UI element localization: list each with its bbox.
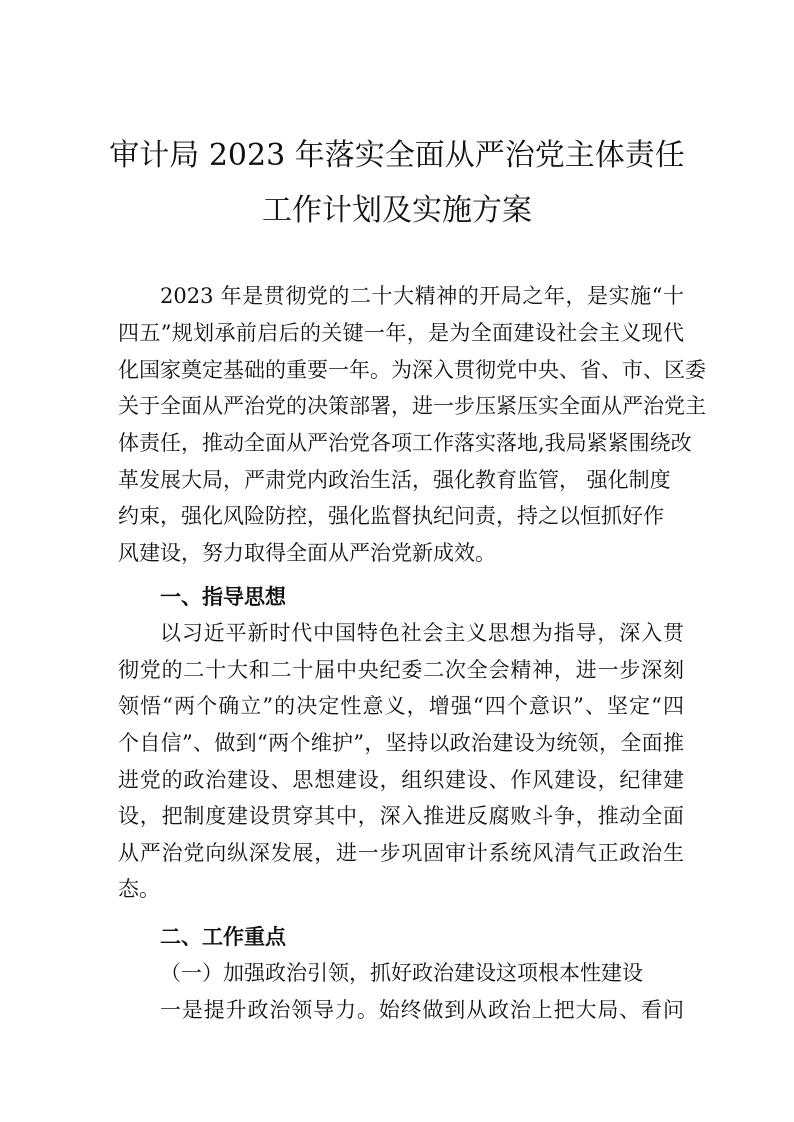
intro-line: 四五”规划承前启后的关键一年，是为全面建设社会主义现代	[118, 321, 684, 345]
intro-line: 革发展大局，严肃党内政治生活，强化教育监管， 强化制度	[118, 468, 671, 492]
paragraph-line: 设，把制度建设贯穿其中，深入推进反腐败斗争，推动全面	[118, 804, 684, 828]
section-heading-guiding-ideology: 一、指导思想	[160, 585, 286, 609]
intro-line: 化国家奠定基础的重要一年。为深入贯彻党中央、省、市、区委	[118, 358, 706, 382]
intro-line: 关于全面从严治党的决策部署，进一步压紧压实全面从严治党主	[118, 394, 706, 418]
intro-line: 约束，强化风险防控，强化监督执纪问责，持之以恒抓好作	[118, 504, 664, 528]
paragraph-line: 领悟“两个确立”的决定性意义，增强“四个意识”、坚定“四	[118, 694, 684, 718]
intro-line: 2023 年是贯彻党的二十大精神的开局之年，是实施“十	[160, 284, 684, 308]
document-title-line-1: 审计局 2023 年落实全面从严治党主体责任	[109, 138, 685, 173]
subsection-heading: （一）加强政治引领，抓好政治建设这项根本性建设	[160, 961, 643, 985]
paragraph-line: 个自信”、做到“两个维护”，坚持以政治建设为统领，全面推	[118, 731, 684, 755]
paragraph-line: 进党的政治建设、思想建设，组织建设、作风建设，纪律建	[118, 768, 684, 792]
paragraph-line: 以习近平新时代中国特色社会主义思想为指导，深入贯	[160, 621, 684, 645]
intro-line: 体责任，推动全面从严治党各项工作落实落地,我局紧紧围绕改	[118, 431, 692, 455]
paragraph-line: 一是提升政治领导力。始终做到从政治上把大局、看问	[160, 998, 684, 1022]
paragraph-line: 态。	[118, 877, 160, 901]
intro-line: 风建设，努力取得全面从严治党新成效。	[118, 541, 496, 565]
paragraph-line: 彻党的二十大和二十届中央纪委二次全会精神，进一步深刻	[118, 658, 684, 682]
paragraph-line: 从严治党向纵深发展，进一步巩固审计系统风清气正政治生	[118, 841, 684, 865]
section-heading-work-priorities: 二、工作重点	[160, 925, 286, 949]
document-title-line-2: 工作计划及实施方案	[262, 193, 532, 228]
